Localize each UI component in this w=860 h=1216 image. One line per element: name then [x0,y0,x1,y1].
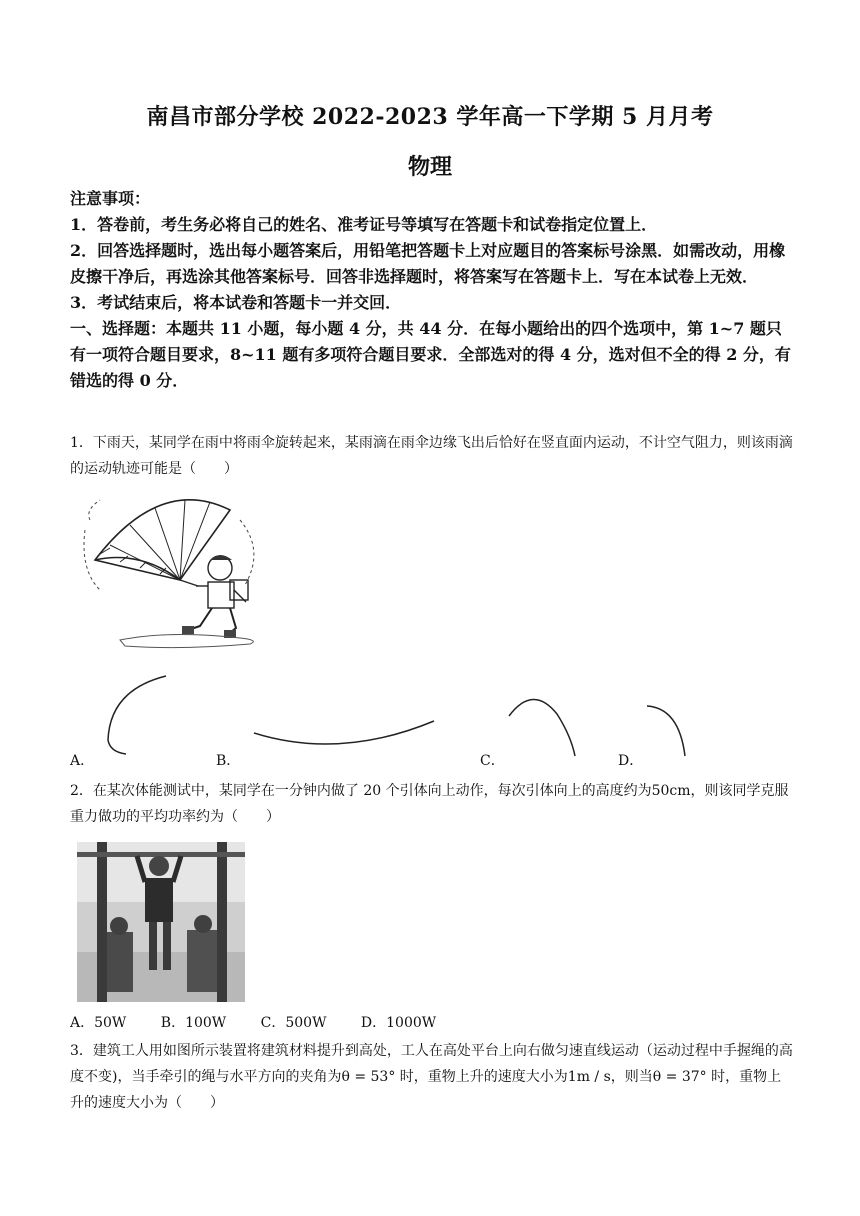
option-b-label: B． [216,753,241,769]
option-c-label: C． [480,753,505,769]
question-2-text: 2．在某次体能测试中，某同学在一分钟内做了 20 个引体向上动作，每次引体向上的高度约为50cm，则该同学克服重力做功的平均功率约为（ ） [70,783,789,825]
q2-option-c: C．500W [260,1015,327,1031]
section-heading: 一、选择题：本题共 11 小题，每小题 4 分，共 44 分．在每小题给出的四个选项中，第 1~7 题只有一项符合题目要求，8~11 题有多项符合题目要求．全部选对的得 4 分，选对但不全的得 2 分，有错选的得 0 分． [70,319,791,390]
exam-subject: 物理 [407,154,452,180]
umbrella-illustration [80,490,280,650]
question-2-options [70,1012,466,1032]
option-a-trajectory [100,670,170,760]
option-b-trajectory [250,715,440,755]
option-a-label: A． [70,753,95,769]
q2-option-d: D．1000W [360,1015,437,1031]
option-d-trajectory [645,700,695,760]
note-item-3: 3．考试结束后，将本试卷和答题卡一并交回． [70,293,402,312]
note-item-2: 2．回答选择题时，选出每小题答案后，用铅笔把答题卡上对应题目的答案标号涂黑．如需改动，用橡皮擦干净后，再选涂其他答案标号．回答非选择题时，将答案写在答题卡上．写在本试卷上无效． [70,241,786,286]
option-c-trajectory [505,692,585,762]
question-1 [70,430,794,482]
question-1-text: 1．下雨天，某同学在雨中将雨伞旋转起来，某雨滴在雨伞边缘飞出后恰好在竖直面内运动，不计空气阻力，则该雨滴的运动轨迹可能是（ ） [70,435,793,477]
q2-option-a: A．50W [70,1015,127,1031]
pull-up-photo [77,842,245,1002]
instructions [70,186,794,394]
note-item-1: 1．答卷前，考生务必将自己的姓名、准考证号等填写在答题卡和试卷指定位置上． [70,215,658,234]
notes-heading: 注意事项： [70,189,151,208]
q2-option-b: B．100W [160,1015,227,1031]
option-d-label: D． [618,753,644,769]
question-3-text: 3．建筑工人用如图所示装置将建筑材料提升到高处，工人在高处平台上向右做匀速直线运动（运动过程中手握绳的高度不变)，当手牵引的绳与水平方向的夹角为θ = 53° 时，重物上升的速度大小为1m / s，则当θ = 37° 时，重物上升的速度大小为（ ） [70,1043,793,1111]
question-2 [70,778,794,830]
question-3 [70,1038,794,1116]
exam-title: 南昌市部分学校 2022-2023 学年高一下学期 5 月月考 [146,104,714,130]
